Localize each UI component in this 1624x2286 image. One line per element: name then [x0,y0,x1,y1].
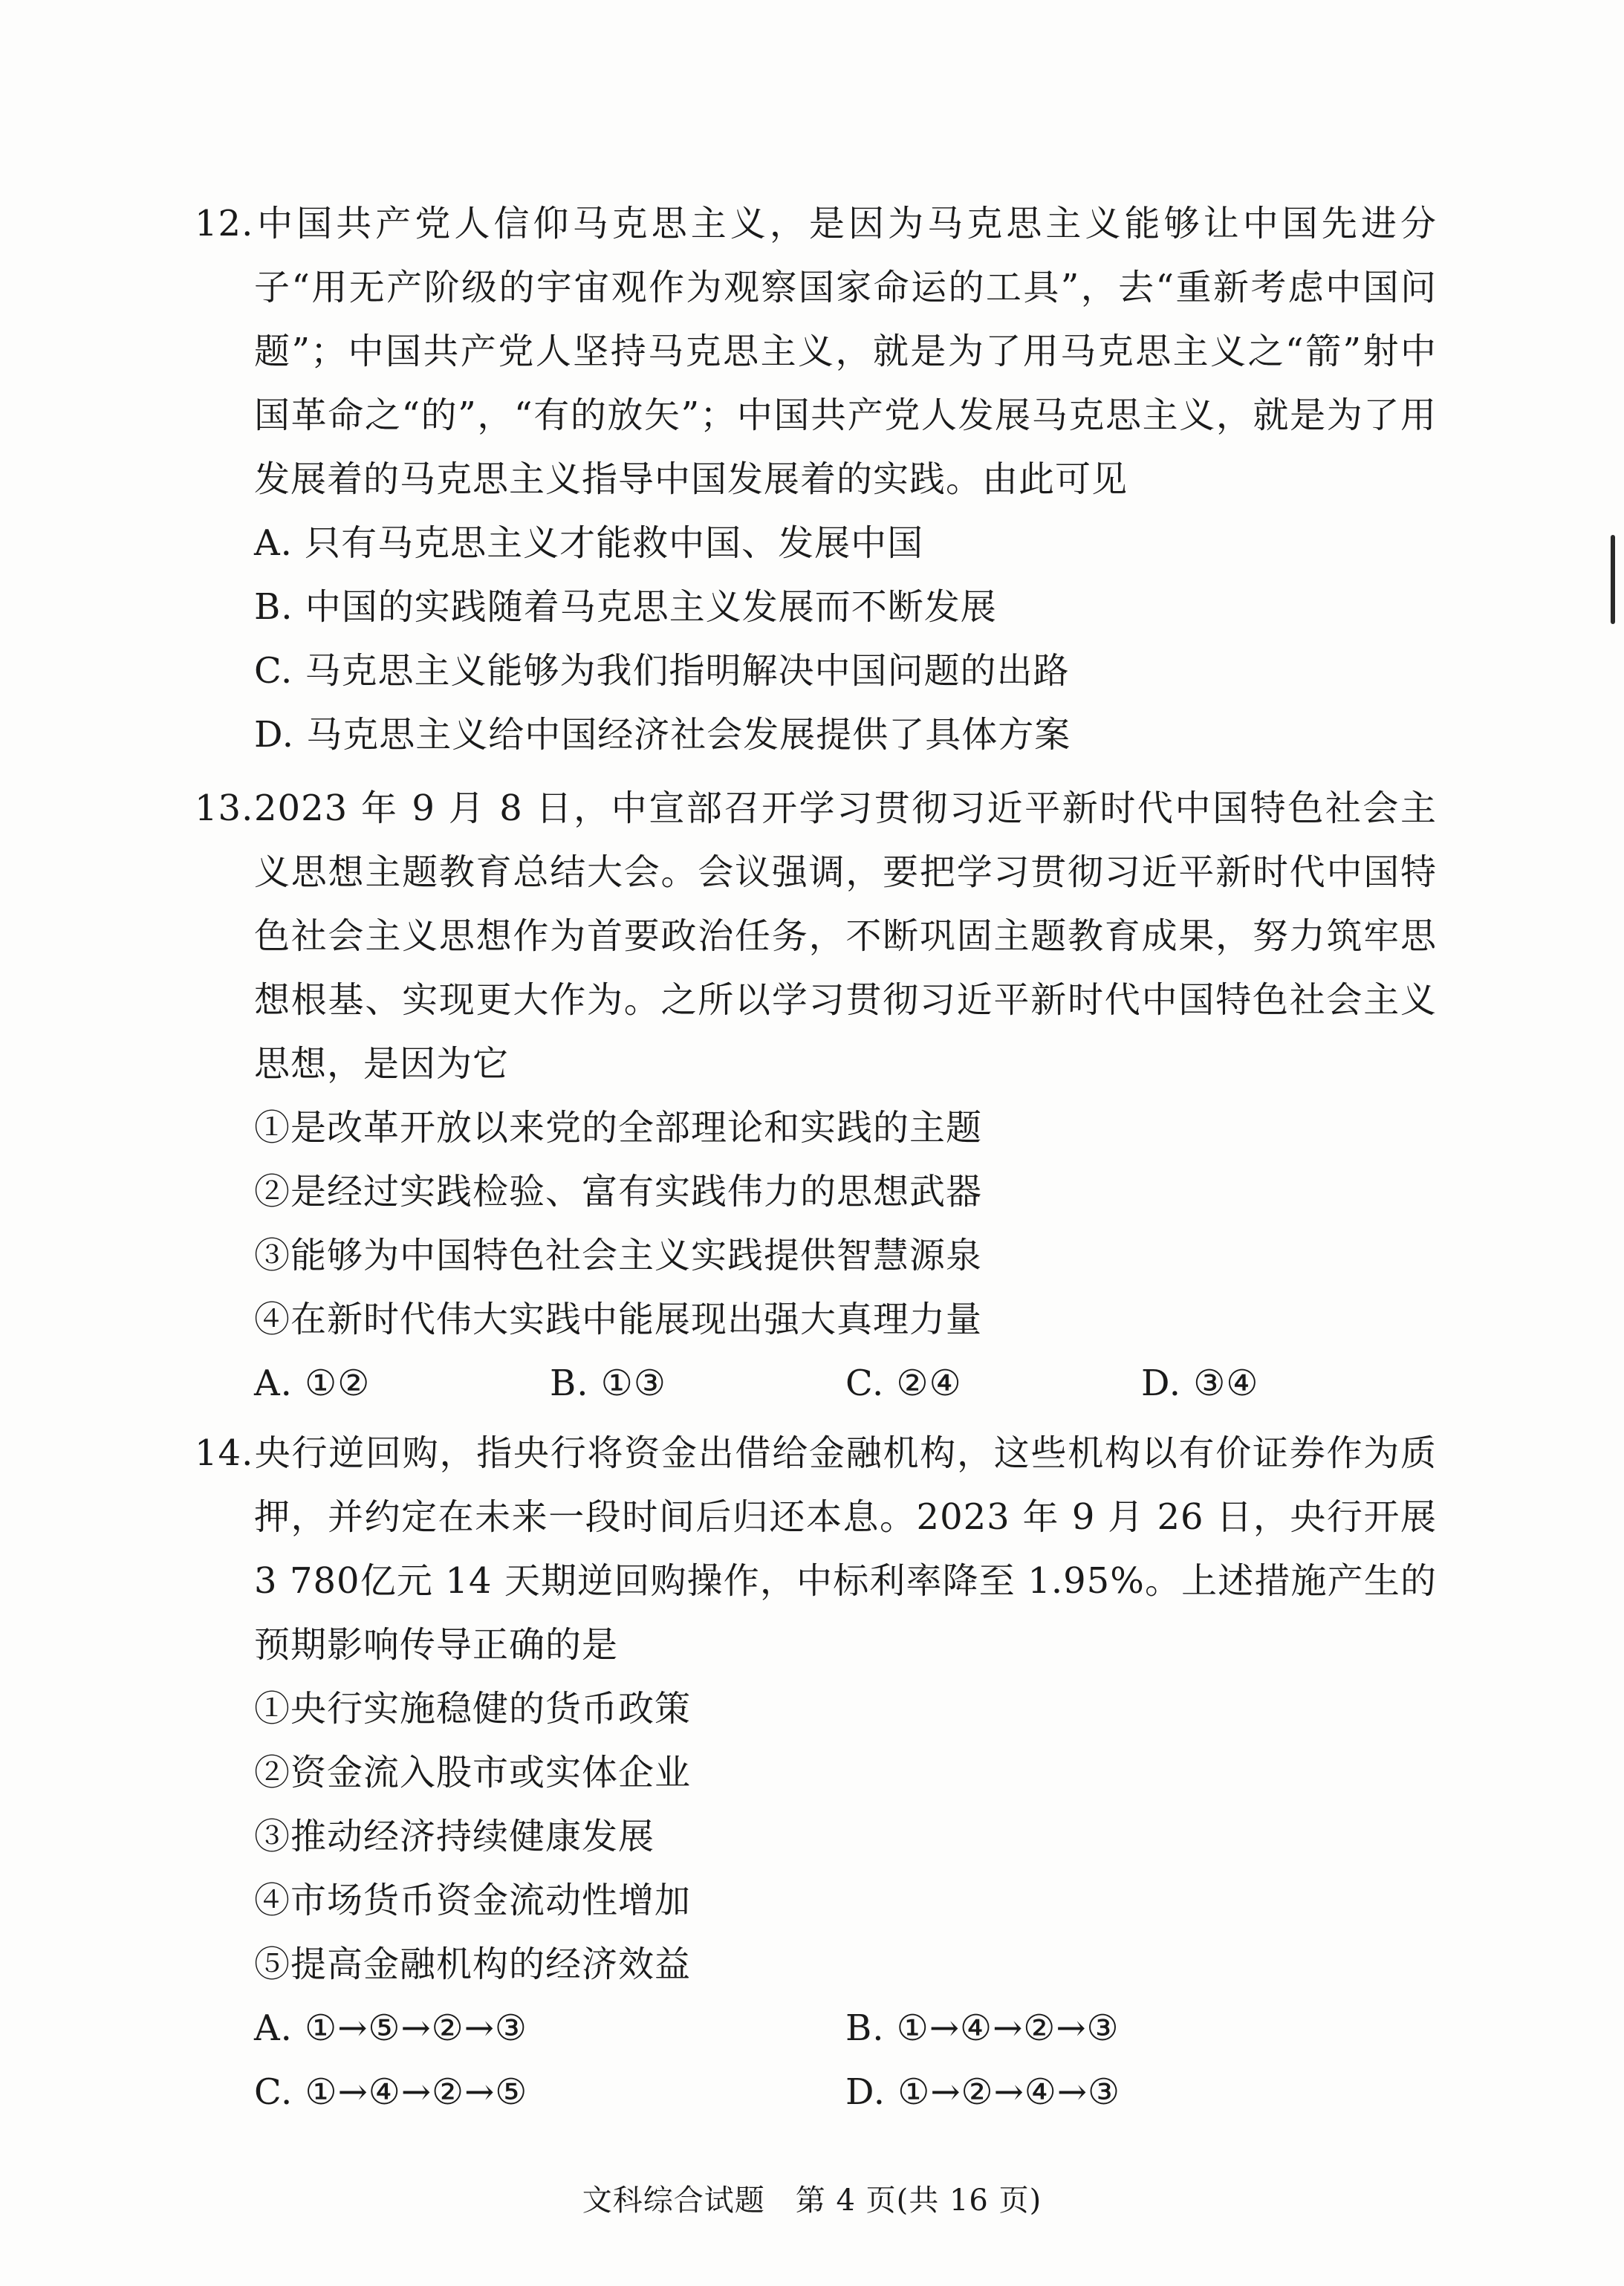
question-12-stem [195,192,1437,511]
question-12 [195,192,1437,767]
question-14-options-row-1 [195,1996,1437,2060]
question-12-option-b: B. 中国的实践随着马克思主义发展而不断发展 [254,586,997,628]
question-14-item-1: ①央行实施稳健的货币政策 [254,1688,692,1730]
question-14-option-b: B. ①→④→②→③ [845,2007,1120,2049]
question-14-number: 14. [195,1432,254,1474]
question-13-option-b: B. ①③ [550,1363,666,1404]
question-14-option-d: D. ①→②→④→③ [845,2071,1121,2113]
question-12-option-c: C. 马克思主义能够为我们指明解决中国问题的出路 [254,650,1070,692]
question-14-item-4: ④市场货币资金流动性增加 [254,1880,692,1921]
question-13-stem [195,776,1437,1096]
question-13-item-1: ①是改革开放以来党的全部理论和实践的主题 [254,1107,983,1149]
page-footer: 文科综合试题 第 4 页(共 16 页) [582,2183,1042,2218]
question-12-number: 12. [195,203,254,244]
question-14-option-c: C. ①→④→②→⑤ [254,2071,528,2113]
question-12-option-a: A. 只有马克思主义才能救中国、发展中国 [254,522,924,564]
question-13-option-c: C. ②④ [845,1363,962,1404]
question-13 [195,776,1437,1415]
question-14 [195,1421,1437,2124]
question-14-item-2: ②资金流入股市或实体企业 [254,1752,692,1793]
question-13-item-3: ③能够为中国特色社会主义实践提供智慧源泉 [254,1235,983,1276]
question-13-text: 2023 年 9 月 8 日，中宣部召开学习贯彻习近平新时代中国特色社会主义思想主题教育总结大会。会议强调，要把学习贯彻习近平新时代中国特色社会主义思想作为首要政治任务，不断巩固主题教育成果，努力筑牢思想根基、实现更大作为。之所以学习贯彻习近平新时代中国特色社会主义思想，是因为它 [254,788,1437,1085]
question-13-option-d: D. ③④ [1141,1363,1259,1404]
question-12-option-d: D. 马克思主义给中国经济社会发展提供了具体方案 [254,714,1071,756]
scan-edge-mark [1611,535,1615,624]
question-14-text: 央行逆回购，指央行将资金出借给金融机构，这些机构以有价证券作为质押，并约定在未来一段时间后归还本息。2023 年 9 月 26 日，央行开展 3 780亿元 14 天期逆回购操作，中标利率降至 1.95%。上述措施产生的预期影响传导正确的是 [254,1432,1437,1666]
question-14-stem [195,1421,1437,1677]
question-14-item-5: ⑤提高金融机构的经济效益 [254,1944,692,1985]
question-13-options [195,1351,1437,1415]
question-13-option-a: A. ①② [254,1363,371,1404]
question-13-item-2: ②是经过实践检验、富有实践伟力的思想武器 [254,1171,983,1212]
question-14-option-a: A. ①→⑤→②→③ [254,2007,527,2049]
question-14-item-3: ③推动经济持续健康发展 [254,1816,655,1857]
question-12-text: 中国共产党人信仰马克思主义，是因为马克思主义能够让中国先进分子“用无产阶级的宇宙观作为观察国家命运的工具”，去“重新考虑中国问题”；中国共产党人坚持马克思主义，就是为了用马克思主义之“箭”射中国革命之“的”，“有的放矢”；中国共产党人发展马克思主义，就是为了用发展着的马克思主义指导中国发展着的实践。由此可见 [254,203,1437,500]
question-13-item-4: ④在新时代伟大实践中能展现出强大真理力量 [254,1299,983,1340]
question-14-options-row-2 [195,2060,1437,2124]
question-13-number: 13. [195,788,254,829]
